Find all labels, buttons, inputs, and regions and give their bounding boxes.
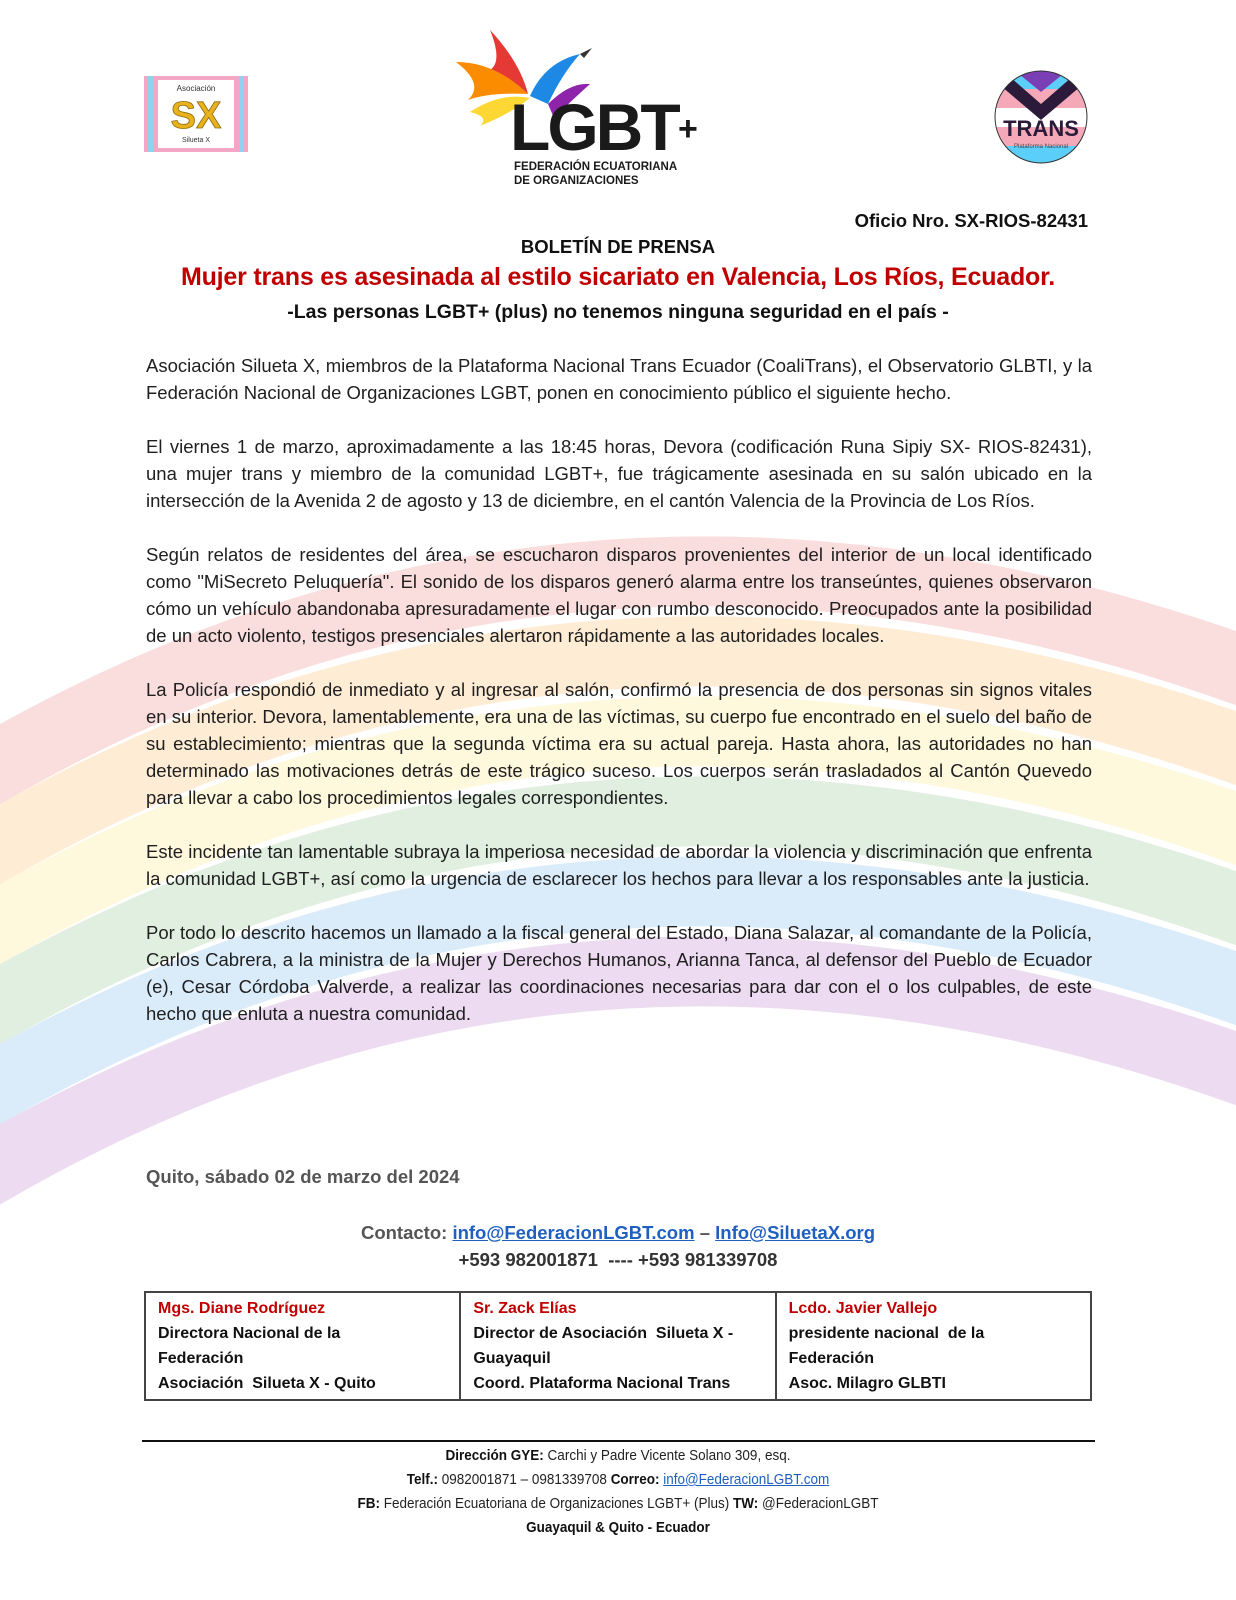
footer-location — [62, 1516, 1174, 1540]
signatory-title: presidente nacional de la — [788, 1325, 985, 1342]
paragraph: Según relatos de residentes del área, se escucharon disparos provenientes del interior de un local identificado como "MiSecreto Peluquería". El sonido de los disparos generó alarma entre los transeúntes, quienes observaron cómo un vehículo abandonaba apresuradamente el lugar con rumbo desconocido. Preocupados ante la posibilidad de un acto violento, testigos presenciales alertaron rápidamente a las autoridades locales. — [146, 544, 1092, 646]
footer-phone-label: Telf.: — [406, 1471, 438, 1488]
signatory-title: Director de Asociación Silueta X - — [473, 1325, 734, 1342]
signatory-cell — [145, 1292, 460, 1400]
paragraph: Asociación Silueta X, miembros de la Plataforma Nacional Trans Ecuador (CoaliTrans), el Observatorio GLBTI, y la Federación Nacional de Organizaciones LGBT, ponen en conocimiento público el siguiente hecho. — [146, 355, 1092, 403]
email-link-federacion[interactable]: info@FederacionLGBT.com — [452, 1222, 695, 1243]
paragraph: El viernes 1 de marzo, aproximadamente a las 18:45 horas, Devora (codificación Runa Sipiy SX- RIOS-82431), una mujer trans y miembro de la comunidad LGBT+, fue trágicamente asesinada en su salón ubicado en la intersección de la Avenida 2 de agosto y 13 de diciembre, en el cantón Valencia de la Provincia de Los Ríos. — [146, 436, 1092, 511]
oficio-number: Oficio Nro. SX-RIOS-82431 — [854, 210, 1088, 231]
sx-logo-top: Asociación — [176, 84, 216, 93]
bulletin-label: BOLETÍN DE PRENSA — [520, 236, 716, 257]
footer-address-label: Dirección GYE: — [445, 1447, 544, 1464]
footer-contact — [62, 1468, 1174, 1492]
signatory-org: Asoc. Milagro GLBTI — [788, 1375, 946, 1392]
footer-tw-label: TW: — [733, 1495, 759, 1512]
signatory-org: Coord. Plataforma Nacional Trans — [473, 1375, 731, 1392]
footer — [62, 1444, 1174, 1540]
sx-logo-text: SX — [170, 95, 222, 137]
trans-logo-text: TRANS — [1003, 116, 1079, 141]
signatories-table — [144, 1291, 1092, 1401]
footer-address — [62, 1444, 1174, 1468]
paragraph: Por todo lo descrito hacemos un llamado a la fiscal general del Estado, Diana Salazar, al comandante de la Policía, Carlos Cabrera, a la ministra de la Mujer y Derechos Humanos, Arianna Tanca, al defensor del Pueblo de Ecuador (e), Cesar Córdoba Valverde, a realizar las coordinaciones necesarias para dar con el o los culpables, de este hecho que enluta a nuestra comunidad. — [146, 922, 1092, 1024]
sx-logo-bottom: Silueta X — [181, 137, 211, 144]
signatory-name: Lcdo. Javier Vallejo — [788, 1300, 938, 1317]
lgbt-logo-text: LGBT — [510, 90, 678, 164]
lgbt-logo-sub1: FEDERACIÓN ECUATORIANA — [514, 161, 678, 173]
lgbt-logo-sub2: DE ORGANIZACIONES — [514, 175, 639, 187]
footer-social — [62, 1492, 1174, 1516]
footer-fb-value: Federación Ecuatoriana de Organizaciones LGBT+ (Plus) — [383, 1495, 730, 1512]
footer-fb-label: FB: — [357, 1495, 380, 1512]
email-link-silueta[interactable]: Info@SiluetaX.org — [715, 1222, 876, 1243]
contact-block — [0, 1219, 1236, 1273]
lgbt-federation-logo — [450, 22, 720, 194]
contact-phones: +593 982001871 ---- +593 981339708 — [458, 1249, 778, 1270]
footer-email-label: Correo: — [610, 1471, 660, 1488]
footer-tw-value: @FederacionLGBT — [762, 1495, 879, 1512]
contact-separator: – — [699, 1222, 710, 1243]
footer-phone-value: 0982001871 – 0981339708 — [441, 1471, 607, 1488]
footer-email-link[interactable]: info@FederacionLGBT.com — [663, 1471, 830, 1488]
paragraph: Este incidente tan lamentable subraya la imperiosa necesidad de abordar la violencia y discriminación que enfrenta la comunidad LGBT+, así como la urgencia de esclarecer los hechos para llevar a los responsables ante la justicia. — [146, 841, 1092, 889]
signatory-cell — [460, 1292, 775, 1400]
signatory-org: Asociación Silueta X - Quito — [158, 1375, 376, 1392]
signatory-cell — [776, 1292, 1091, 1400]
footer-divider — [142, 1440, 1095, 1442]
signatory-title: Guayaquil — [473, 1350, 551, 1367]
footer-address-value: Carchi y Padre Vicente Solano 309, esq. — [547, 1447, 791, 1464]
paragraph: La Policía respondió de inmediato y al ingresar al salón, confirmó la presencia de dos personas sin signos vitales en su interior. Devora, lamentablemente, era una de las víctimas, su cuerpo fue encontrado en el suelo del baño de su establecimiento; mientras que la segunda víctima era su actual pareja. Hasta ahora, las autoridades no han determinado las motivaciones detrás de este trágico suceso. Los cuerpos serán trasladados al Cantón Quevedo para llevar a cabo los procedimientos legales correspondientes. — [146, 679, 1092, 808]
signatory-name: Sr. Zack Elías — [473, 1300, 577, 1317]
trans-logo-small: Plataforma Nacional — [1013, 144, 1069, 150]
trans-platform-logo — [994, 70, 1088, 164]
date-line: Quito, sábado 02 de marzo del 2024 — [146, 1166, 460, 1187]
body-text — [146, 352, 1092, 1054]
signatory-name: Mgs. Diane Rodríguez — [158, 1300, 326, 1317]
footer-location-text: Guayaquil & Quito - Ecuador — [526, 1519, 710, 1536]
lgbt-logo-plus: + — [678, 110, 698, 148]
headline: Mujer trans es asesinada al estilo sicariato en Valencia, Los Ríos, Ecuador. — [180, 263, 1056, 291]
signatory-title: Federación — [158, 1350, 244, 1367]
contact-label: Contacto: — [360, 1222, 448, 1243]
silueta-x-logo — [144, 76, 248, 152]
subheadline: -Las personas LGBT+ (plus) no tenemos ninguna seguridad en el país - — [287, 301, 949, 323]
signatory-title: Federación — [788, 1350, 875, 1367]
signatory-title: Directora Nacional de la — [158, 1325, 341, 1342]
